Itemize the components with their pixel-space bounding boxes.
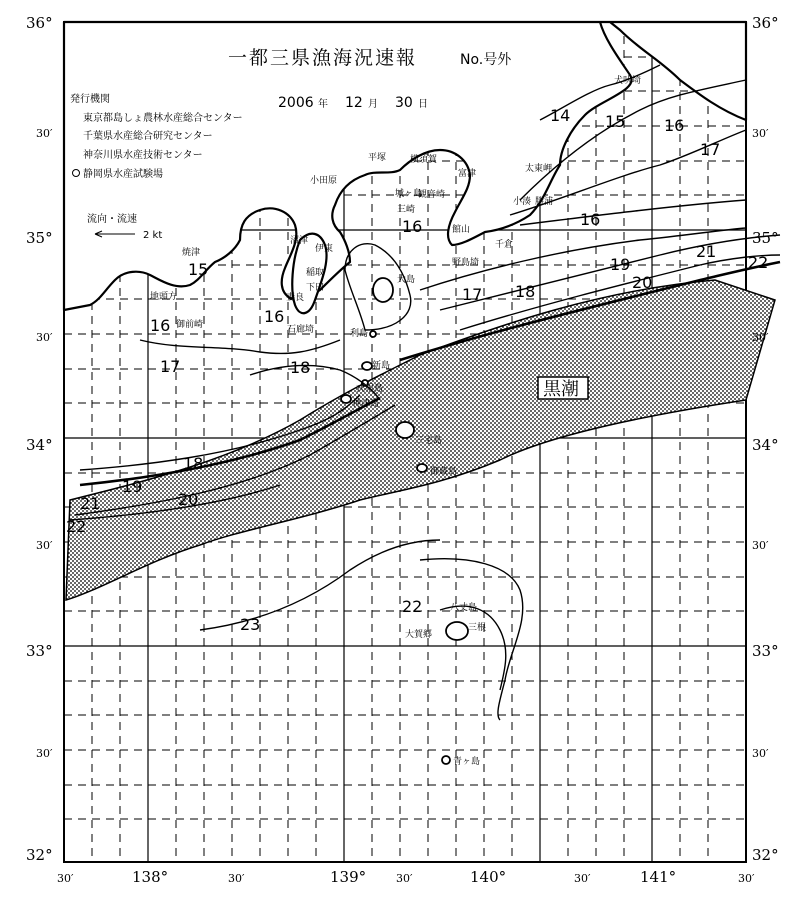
isotherm-label: 18 (290, 358, 311, 377)
date-day: 30 (395, 95, 413, 111)
isotherm-label: 17 (160, 357, 181, 376)
map-title: 一都三県漁海況速報 (228, 47, 418, 69)
isotherm-label: 19 (610, 255, 631, 274)
place-label: 神津島 (352, 399, 380, 409)
place-label: 富津 (458, 169, 477, 179)
lat-33-30-right: 30′ (752, 539, 769, 552)
lon-140: 140° (470, 868, 507, 886)
lat-32-30-left: 30′ (36, 747, 53, 760)
isotherm-label: 16 (664, 116, 685, 135)
isotherm-label: 22 (402, 597, 423, 616)
isotherm-label: 22 (66, 517, 87, 536)
lat-34-left: 34° (26, 436, 53, 454)
lat-32-left: 32° (26, 846, 53, 864)
lat-33-left: 33° (26, 642, 53, 660)
isotherm-label: 15 (605, 112, 626, 131)
lat-33-30-left: 30′ (36, 539, 53, 552)
isotherm-label: 17 (700, 140, 721, 159)
date-day-unit: 日 (418, 99, 428, 110)
place-label: 横須賀 (410, 155, 438, 165)
place-label: 式根島 (356, 384, 384, 394)
place-label: 犬吠埼 (614, 76, 642, 86)
lat-35-30-right: 30′ (752, 127, 769, 140)
date-year: 2006 (278, 95, 314, 111)
isotherm-label: 16 (580, 210, 601, 229)
issue-date (278, 95, 428, 111)
isotherm-label: 19 (122, 477, 143, 496)
place-label: 平塚 (368, 153, 387, 163)
place-label: 焼津 (182, 248, 201, 258)
lon-140-30: 30′ (574, 872, 591, 885)
place-label: 伊東 (315, 244, 334, 254)
lat-36-left: 36° (26, 14, 53, 32)
lat-36-right: 36° (752, 14, 779, 32)
lon-139-30: 30′ (396, 872, 413, 885)
lon-141-30: 30′ (738, 872, 755, 885)
isotherm-label: 15 (188, 260, 209, 279)
lat-34-30-left: 30′ (36, 331, 53, 344)
lon-138: 138° (132, 868, 169, 886)
lat-32-30-right: 30′ (752, 747, 769, 760)
issuer-chiba: 千葉県水産総合研究センター (83, 131, 213, 142)
place-label: 青ヶ島 (453, 757, 481, 767)
place-label: 沼津 (290, 236, 309, 246)
lon-137-30: 30′ (57, 872, 74, 885)
place-label: 野島埼 (452, 258, 480, 268)
lat-35-right: 35° (752, 229, 779, 247)
place-label: 三宅島 (415, 436, 443, 446)
place-label: 館山 (452, 225, 471, 235)
lat-32-right: 32° (752, 846, 779, 864)
isotherm-label: 22 (748, 253, 769, 272)
place-label: 千倉 (495, 240, 514, 250)
isotherm-label: 17 (462, 285, 483, 304)
place-label: 御蔵島 (430, 467, 458, 477)
place-label: 太東岬 (525, 164, 553, 174)
current-legend-speed: 2 kt (143, 230, 163, 241)
lat-34-30-right: 30′ (752, 331, 769, 344)
kuroshio-label: 黒潮 (543, 379, 579, 400)
place-label: 地頭方 (150, 292, 178, 302)
isotherm-label: 14 (550, 106, 571, 125)
place-label: 大賀郷 (405, 630, 433, 640)
place-label: 稲取 (306, 268, 325, 278)
place-label: 三根 (468, 623, 487, 633)
issue-number: No.号外 (460, 52, 512, 68)
isotherm-label: 23 (240, 615, 261, 634)
place-label: 小湊 (513, 197, 532, 207)
lat-34-right: 34° (752, 436, 779, 454)
place-label: 下田 (306, 283, 325, 293)
lat-33-right: 33° (752, 642, 779, 660)
place-label: 大島 (397, 275, 416, 285)
place-label: 八丈島 (450, 603, 478, 613)
lon-141: 141° (640, 868, 677, 886)
isotherm-label: 20 (178, 490, 199, 509)
place-label: 新島 (372, 361, 391, 371)
issuer-tokyo: 東京都島しょ農林水産総合センター (83, 113, 243, 124)
isotherm-label: 18 (183, 454, 204, 473)
place-label: 観音崎 (418, 190, 446, 200)
issuer-kanagawa: 神奈川県水産技術センター (83, 150, 203, 161)
place-label: 三崎 (397, 205, 416, 215)
isotherm-label: 18 (515, 282, 536, 301)
isotherm-label: 20 (632, 273, 653, 292)
lon-138-30: 30′ (228, 872, 245, 885)
date-month: 12 (345, 95, 363, 111)
isotherm-label: 21 (80, 494, 101, 513)
lat-35-30-left: 30′ (36, 127, 53, 140)
place-label: 小田原 (310, 176, 338, 186)
place-label: 御前崎 (176, 320, 204, 330)
place-label: 勝浦 (535, 197, 554, 207)
lat-35-left: 35° (26, 229, 53, 247)
date-month-unit: 月 (368, 99, 378, 110)
place-label: 石廊埼 (287, 325, 315, 335)
issuer-shizuoka: 静岡県水産試験場 (83, 169, 163, 180)
isotherm-label: 16 (402, 217, 423, 236)
place-label: 妻良 (286, 293, 305, 303)
longitude-labels (57, 868, 755, 886)
date-year-unit: 年 (318, 99, 328, 110)
place-label: 城ヶ島 (395, 189, 423, 199)
place-label: 利島 (350, 329, 369, 339)
issuer-heading: 発行機関 (70, 94, 110, 105)
isotherm-label: 21 (696, 242, 717, 261)
lon-139: 139° (330, 868, 367, 886)
current-legend-label: 流向・流速 (87, 214, 137, 225)
isotherm-label: 16 (264, 307, 285, 326)
isotherm-label: 16 (150, 316, 171, 335)
